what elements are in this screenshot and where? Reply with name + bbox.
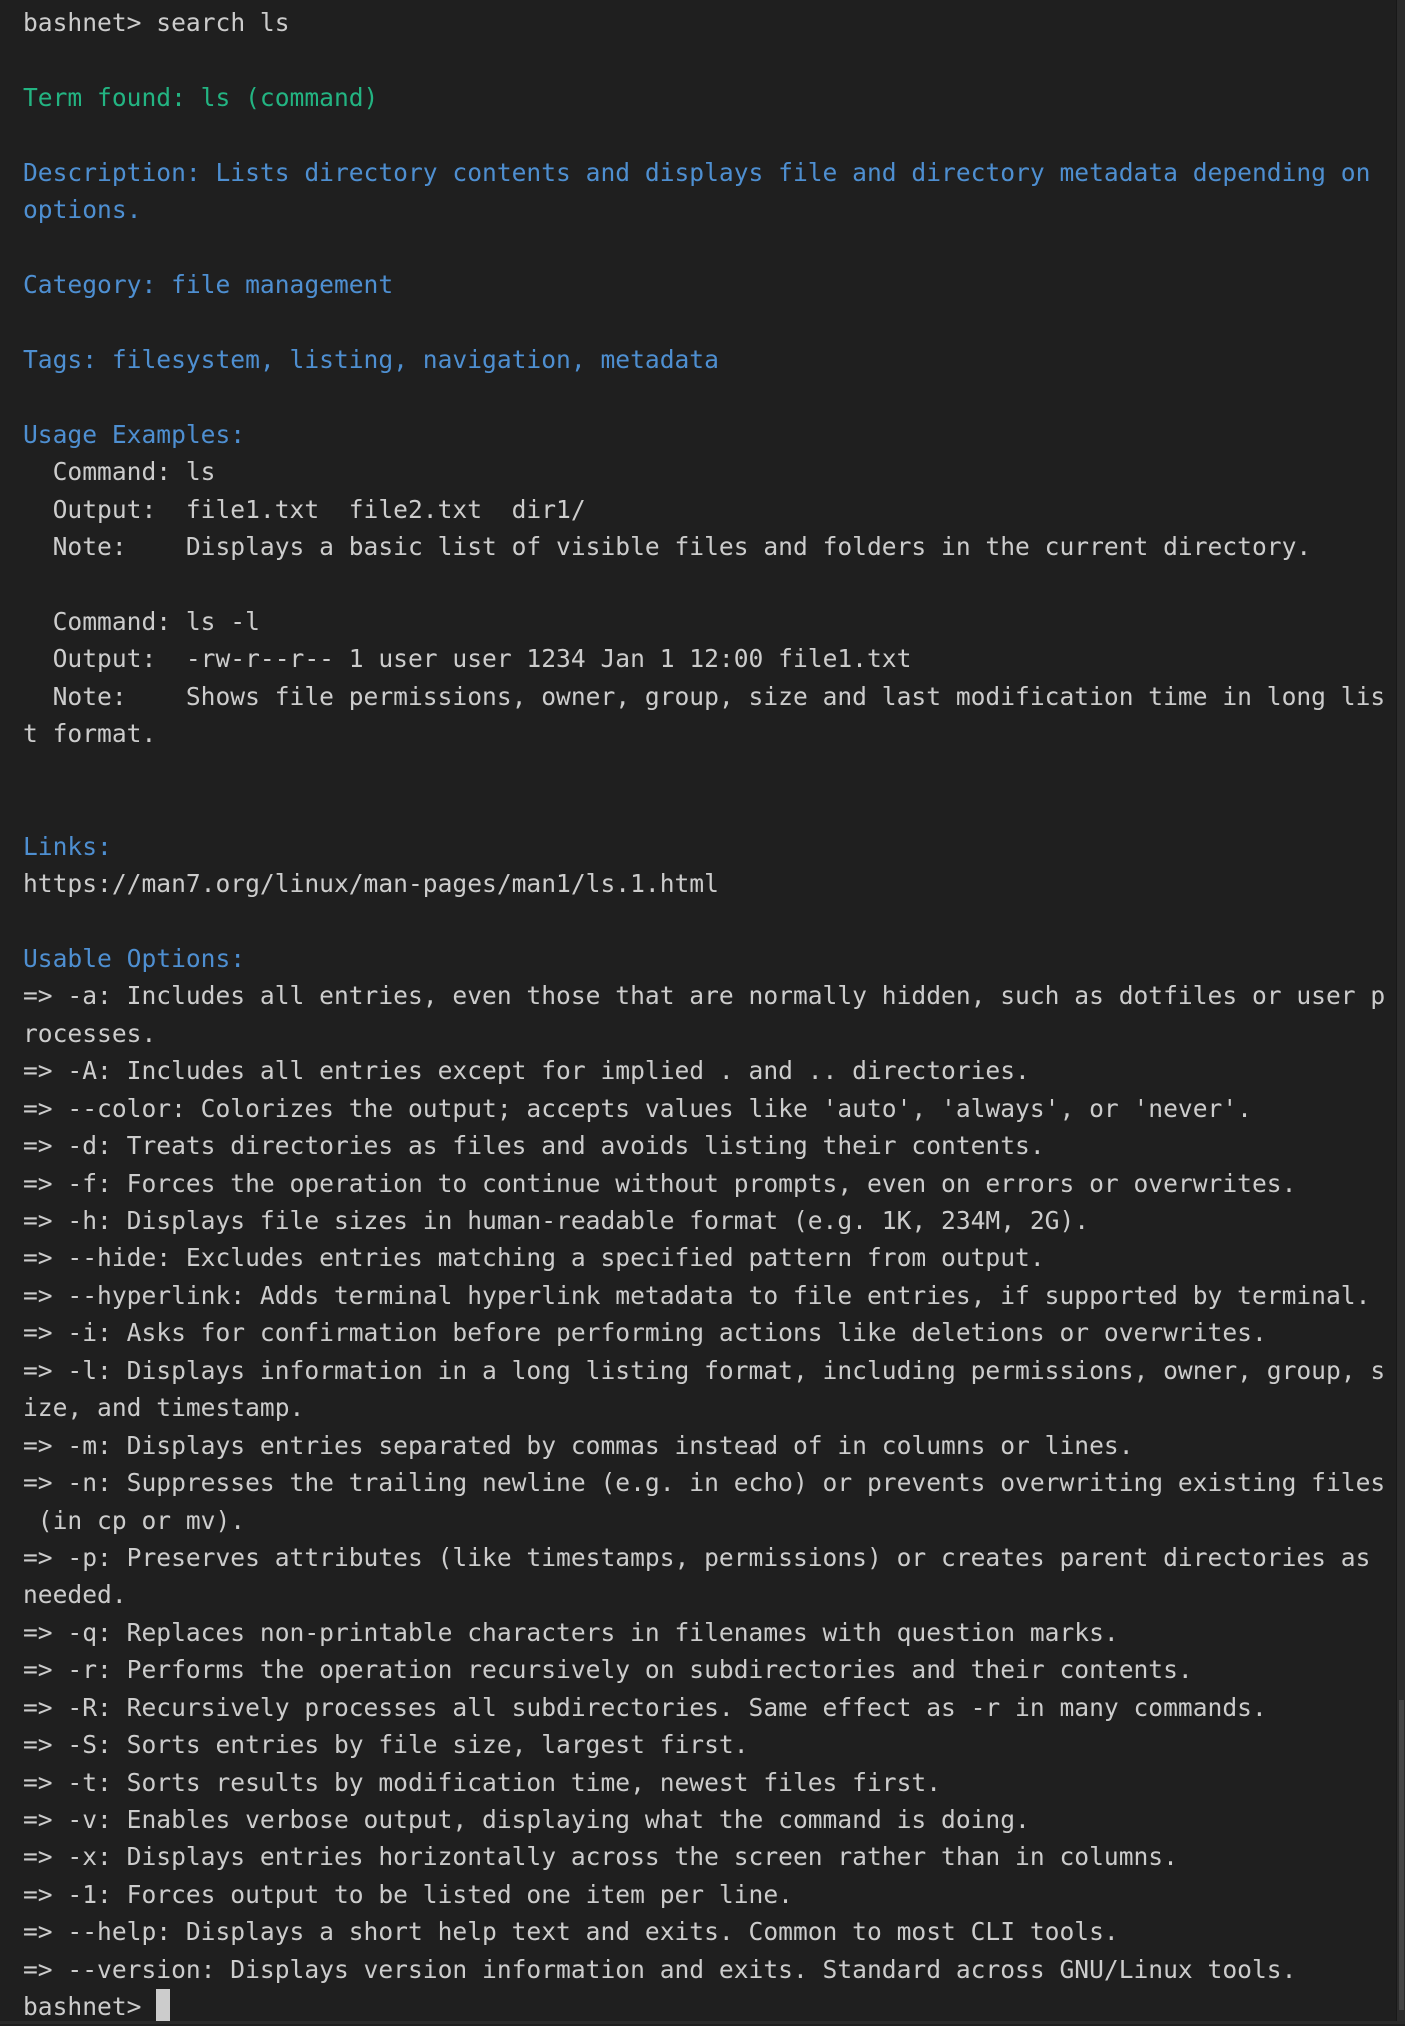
option-i: => -i: Asks for confirmation before performing actions like deletions or overwrites.: [23, 1318, 1267, 1348]
example-output-line: [23, 491, 1397, 528]
example-note: Shows file permissions, owner, group, size and last modification time in long lis: [185, 681, 1386, 711]
option-r: => -r: Performs the operation recursively on subdirectories and their contents.: [23, 1655, 1193, 1685]
example-command-line: [23, 603, 1397, 640]
note-label: Note:: [23, 532, 186, 562]
options-list: [23, 977, 1397, 1988]
input-prompt-line[interactable]: [23, 1988, 1397, 2025]
option-d: => -d: Treats directories as files and avoids listing their contents.: [23, 1131, 1045, 1161]
category-line: Category: file management: [23, 270, 394, 300]
option-R: => -R: Recursively processes all subdirectories. Same effect as -r in many commands.: [23, 1692, 1267, 1722]
option-p: => -p: Preserves attributes (like timestamps, permissions) or creates parent directories as: [23, 1542, 1371, 1572]
output-label: Output:: [23, 644, 186, 674]
option-n: => -n: Suppresses the trailing newline (e.g. in echo) or prevents overwriting existing files: [23, 1468, 1386, 1498]
option-S: => -S: Sorts entries by file size, largest first.: [23, 1730, 749, 1760]
example-output-line: [23, 640, 1397, 677]
tags-line: Tags: filesystem, listing, navigation, metadata: [23, 344, 719, 374]
description-line-wrap: options.: [23, 195, 142, 225]
blank-line: [23, 378, 1397, 415]
option-q: => -q: Replaces non-printable characters in filenames with question marks.: [23, 1617, 1119, 1647]
blank-line: [23, 229, 1397, 266]
blank-line: [23, 790, 1397, 827]
prompt-line: [23, 4, 1397, 41]
output-label: Output:: [23, 494, 186, 524]
note-label: Note:: [23, 681, 186, 711]
blank-line: [23, 753, 1397, 790]
example-command: ls: [185, 457, 216, 487]
option-version: => --version: Displays version information and exits. Standard across GNU/Linux tools.: [23, 1954, 1297, 1984]
usage-examples-header: Usage Examples:: [23, 419, 246, 449]
usable-options-header: Usable Options:: [23, 943, 246, 973]
option-h: => -h: Displays file sizes in human-readable format (e.g. 1K, 234M, 2G).: [23, 1206, 1090, 1235]
vertical-scrollbar[interactable]: [1396, 0, 1405, 2024]
command-label: Command:: [23, 457, 186, 487]
blank-line: [23, 304, 1397, 341]
option-v: => -v: Enables verbose output, displaying what the command is doing.: [23, 1805, 1030, 1834]
blank-line: [23, 116, 1397, 153]
example-command: ls -l: [185, 607, 260, 636]
blank-line: [23, 903, 1397, 940]
term-found-status: Term found: ls (command): [23, 82, 379, 112]
option-f: => -f: Forces the operation to continue without prompts, even on errors or overwrites.: [23, 1168, 1297, 1198]
option-hide: => --hide: Excludes entries matching a specified pattern from output.: [23, 1243, 1045, 1273]
option-1: => -1: Forces output to be listed one item per line.: [23, 1879, 793, 1909]
option-a-wrap: rocesses.: [23, 1018, 157, 1048]
man-page-link[interactable]: https://man7.org/linux/man-pages/man1/ls.1.html: [23, 869, 719, 899]
example-output: -rw-r--r-- 1 user user 1234 Jan 1 12:00 file1.txt: [185, 644, 912, 674]
prompt: bashnet>: [23, 1992, 142, 2022]
blank-line: [23, 41, 1397, 78]
example-note-line: [23, 678, 1397, 715]
usage-example: [23, 453, 1397, 565]
option-p-wrap: needed.: [23, 1580, 127, 1610]
option-m: => -m: Displays entries separated by commas instead of in columns or lines.: [23, 1430, 1134, 1460]
command-label: Command:: [23, 607, 186, 636]
entered-command: search ls: [156, 8, 290, 37]
example-output: file1.txt file2.txt dir1/: [185, 494, 586, 524]
option-l: => -l: Displays information in a long listing format, including permissions, owner, group, s: [23, 1355, 1386, 1385]
option-color: => --color: Colorizes the output; accepts values like 'auto', 'always', or 'never'.: [23, 1093, 1252, 1123]
scrollbar-thumb[interactable]: [1399, 1700, 1404, 2010]
example-note-line: [23, 528, 1397, 565]
option-hyperlink: => --hyperlink: Adds terminal hyperlink metadata to file entries, if supported by terminal.: [23, 1280, 1371, 1310]
description-line: Description: Lists directory contents and displays file and directory metadata depending on: [23, 157, 1371, 187]
option-n-wrap: (in cp or mv).: [23, 1505, 246, 1535]
option-l-wrap: ize, and timestamp.: [23, 1393, 305, 1423]
option-A: => -A: Includes all entries except for implied . and .. directories.: [23, 1056, 1030, 1086]
blank-line: [23, 566, 1397, 603]
links-header: Links:: [23, 831, 112, 861]
usage-example: [23, 603, 1397, 753]
example-note: Displays a basic list of visible files and folders in the current directory.: [185, 532, 1312, 562]
prompt: bashnet>: [23, 8, 142, 37]
option-help: => --help: Displays a short help text and exits. Common to most CLI tools.: [23, 1917, 1119, 1947]
example-note-wrap: t format.: [23, 719, 157, 749]
option-a: => -a: Includes all entries, even those that are normally hidden, such as dotfiles or user p: [23, 981, 1386, 1011]
option-x: => -x: Displays entries horizontally across the screen rather than in columns.: [23, 1842, 1178, 1872]
text-cursor: [156, 1989, 170, 2023]
option-t: => -t: Sorts results by modification time, newest files first.: [23, 1767, 942, 1797]
example-command-line: [23, 453, 1397, 490]
